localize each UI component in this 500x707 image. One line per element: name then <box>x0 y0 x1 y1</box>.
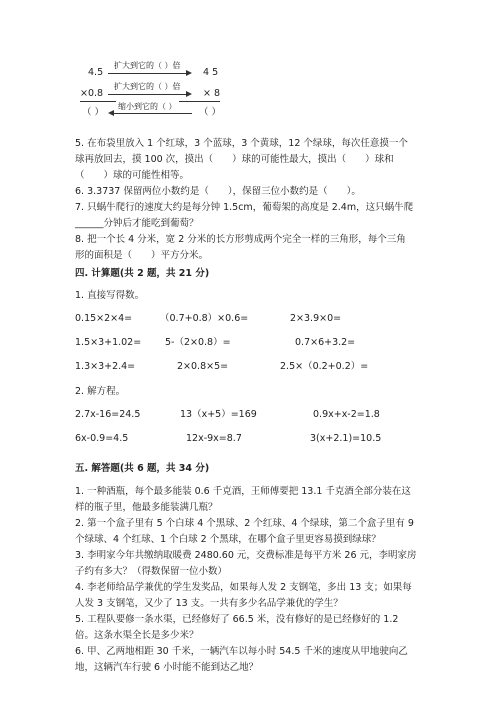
arrowhead-right-2 <box>186 91 192 97</box>
problem-line: 样的瓶子里，他最多能装满几瓶？ <box>75 502 218 513</box>
diagram-row3-right: （ ） <box>199 107 222 118</box>
diagram-row1-left: 4.5 <box>88 67 104 78</box>
fill-line: 球再放回去，摸 100 次，摸出（ ）球的可能性最大，摸出（ ）球和 <box>75 154 394 165</box>
arrow-right-1 <box>108 73 186 74</box>
diagram-row1-label: 扩大到它的（ ）倍 <box>114 61 181 70</box>
section5-heading: 五. 解答题(共 6 题，共 34 分) <box>75 463 210 474</box>
q1-cell: 2×0.8×5= <box>177 361 229 372</box>
fill-line: 7. 只蜗牛爬行的速度大约是每分钟 1.5cm，葡萄架的高度是 2.4m，这只蜗牛爬 <box>75 202 414 213</box>
q2-cell: 2.7x-16=24.5 <box>75 409 141 420</box>
q1-cell: 1.5×3+1.02= <box>75 337 142 348</box>
problem-line: 1. 一种酒瓶，每个最多能装 0.6 千克酒，王师傅要把 13.1 千克酒全部分装在这 <box>75 486 411 497</box>
q1-cell: 1.3×3+2.4= <box>75 361 136 372</box>
diagram-row3-label: 缩小到它的（ ） <box>118 102 177 111</box>
diagram-row3-left: （ ） <box>82 107 105 118</box>
q2-prompt: 2. 解方程。 <box>75 386 126 397</box>
diagram-row2-right: × 8 <box>203 88 221 99</box>
q2-cell: 13（x+5）=169 <box>180 409 257 420</box>
problem-line: 4. 李老师给品学兼优的学生发奖品，如果每人发 2 支钢笔，多出 13 支；如果每 <box>75 582 412 593</box>
fill-line: （ ）球的可能性相等。 <box>75 170 190 181</box>
diagram-row2-label: 扩大到它的（ ）倍 <box>114 82 181 91</box>
q1-cell: 0.15×2×4= <box>75 313 133 324</box>
q2-cell: 6x-0.9=4.5 <box>75 433 129 444</box>
q1-cell: 2×3.9×0= <box>290 313 342 324</box>
arrow-right-2 <box>108 94 186 95</box>
q2-cell: 3(x+2.1)=10.5 <box>310 433 382 444</box>
arrowhead-right-1 <box>186 70 192 76</box>
fill-line: 8. 把一个长 4 分米，宽 2 分米的长方形剪成两个完全一样的三角形，每个三角 <box>75 234 406 245</box>
q1-cell: （0.7+0.8）×0.6= <box>160 313 249 324</box>
q2-cell: 12x-9x=8.7 <box>186 433 242 444</box>
fill-line: 5. 在布袋里放入 1 个红球，3 个蓝球，3 个黄球，12 个绿球，每次任意摸一个 <box>75 138 408 149</box>
q1-prompt: 1. 直接写得数。 <box>75 290 145 301</box>
problem-line: 3. 李明家今年共缴纳取暖费 2480.60 元，交费标准是每平方米 26 元，李明家房 <box>75 550 417 561</box>
problem-line: 6. 甲、乙两地相距 30 千米，一辆汽车以每小时 54.5 千米的速度从甲地驶向乙 <box>75 646 408 657</box>
fill-line: ______分钟后才能吃到葡萄？ <box>75 218 199 229</box>
problem-line: 地，这辆汽车行驶 6 小时能不能到达乙地？ <box>75 662 259 673</box>
section4-heading: 四. 计算题(共 2 题，共 21 分) <box>75 268 210 279</box>
fill-line: 6. 3.3737 保留两位小数约是（ ），保留三位小数约是（ ）。 <box>75 186 361 197</box>
diagram-row1-right: 4 5 <box>203 67 219 78</box>
q1-cell: 5-（2×0.8）= <box>165 337 231 348</box>
arrow-left-3 <box>114 113 192 114</box>
problem-line: 子约有多大？（得数保留一位小数） <box>75 566 228 577</box>
fill-line: 形的面积是（ ）平方分米。 <box>75 250 209 261</box>
problem-line: 5. 工程队要修一条水渠，已经修好了 66.5 米，没有修好的是已经修好的 1.2 <box>75 614 399 625</box>
problem-line: 人发 3 支钢笔，又少了 13 支。一共有多少名品学兼优的学生？ <box>75 598 343 609</box>
q1-cell: 0.7×6+3.2= <box>295 337 356 348</box>
problem-line: 个绿球、4 个红球、1 个白球 2 个黑球，在哪个盒子里更容易摸到绿球？ <box>75 534 381 545</box>
problem-line: 2. 第一个盒子里有 5 个白球 4 个黑球、2 个红球、4 个绿球，第二个盒子里有 9 <box>75 518 414 529</box>
diagram-row2-left: ×0.8 <box>80 88 104 99</box>
problem-line: 倍。这条水渠全长是多少米？ <box>75 630 199 641</box>
q2-cell: 0.9x+x-2=1.8 <box>313 409 380 420</box>
q1-cell: 2.5×（0.2+0.2）= <box>280 361 369 372</box>
